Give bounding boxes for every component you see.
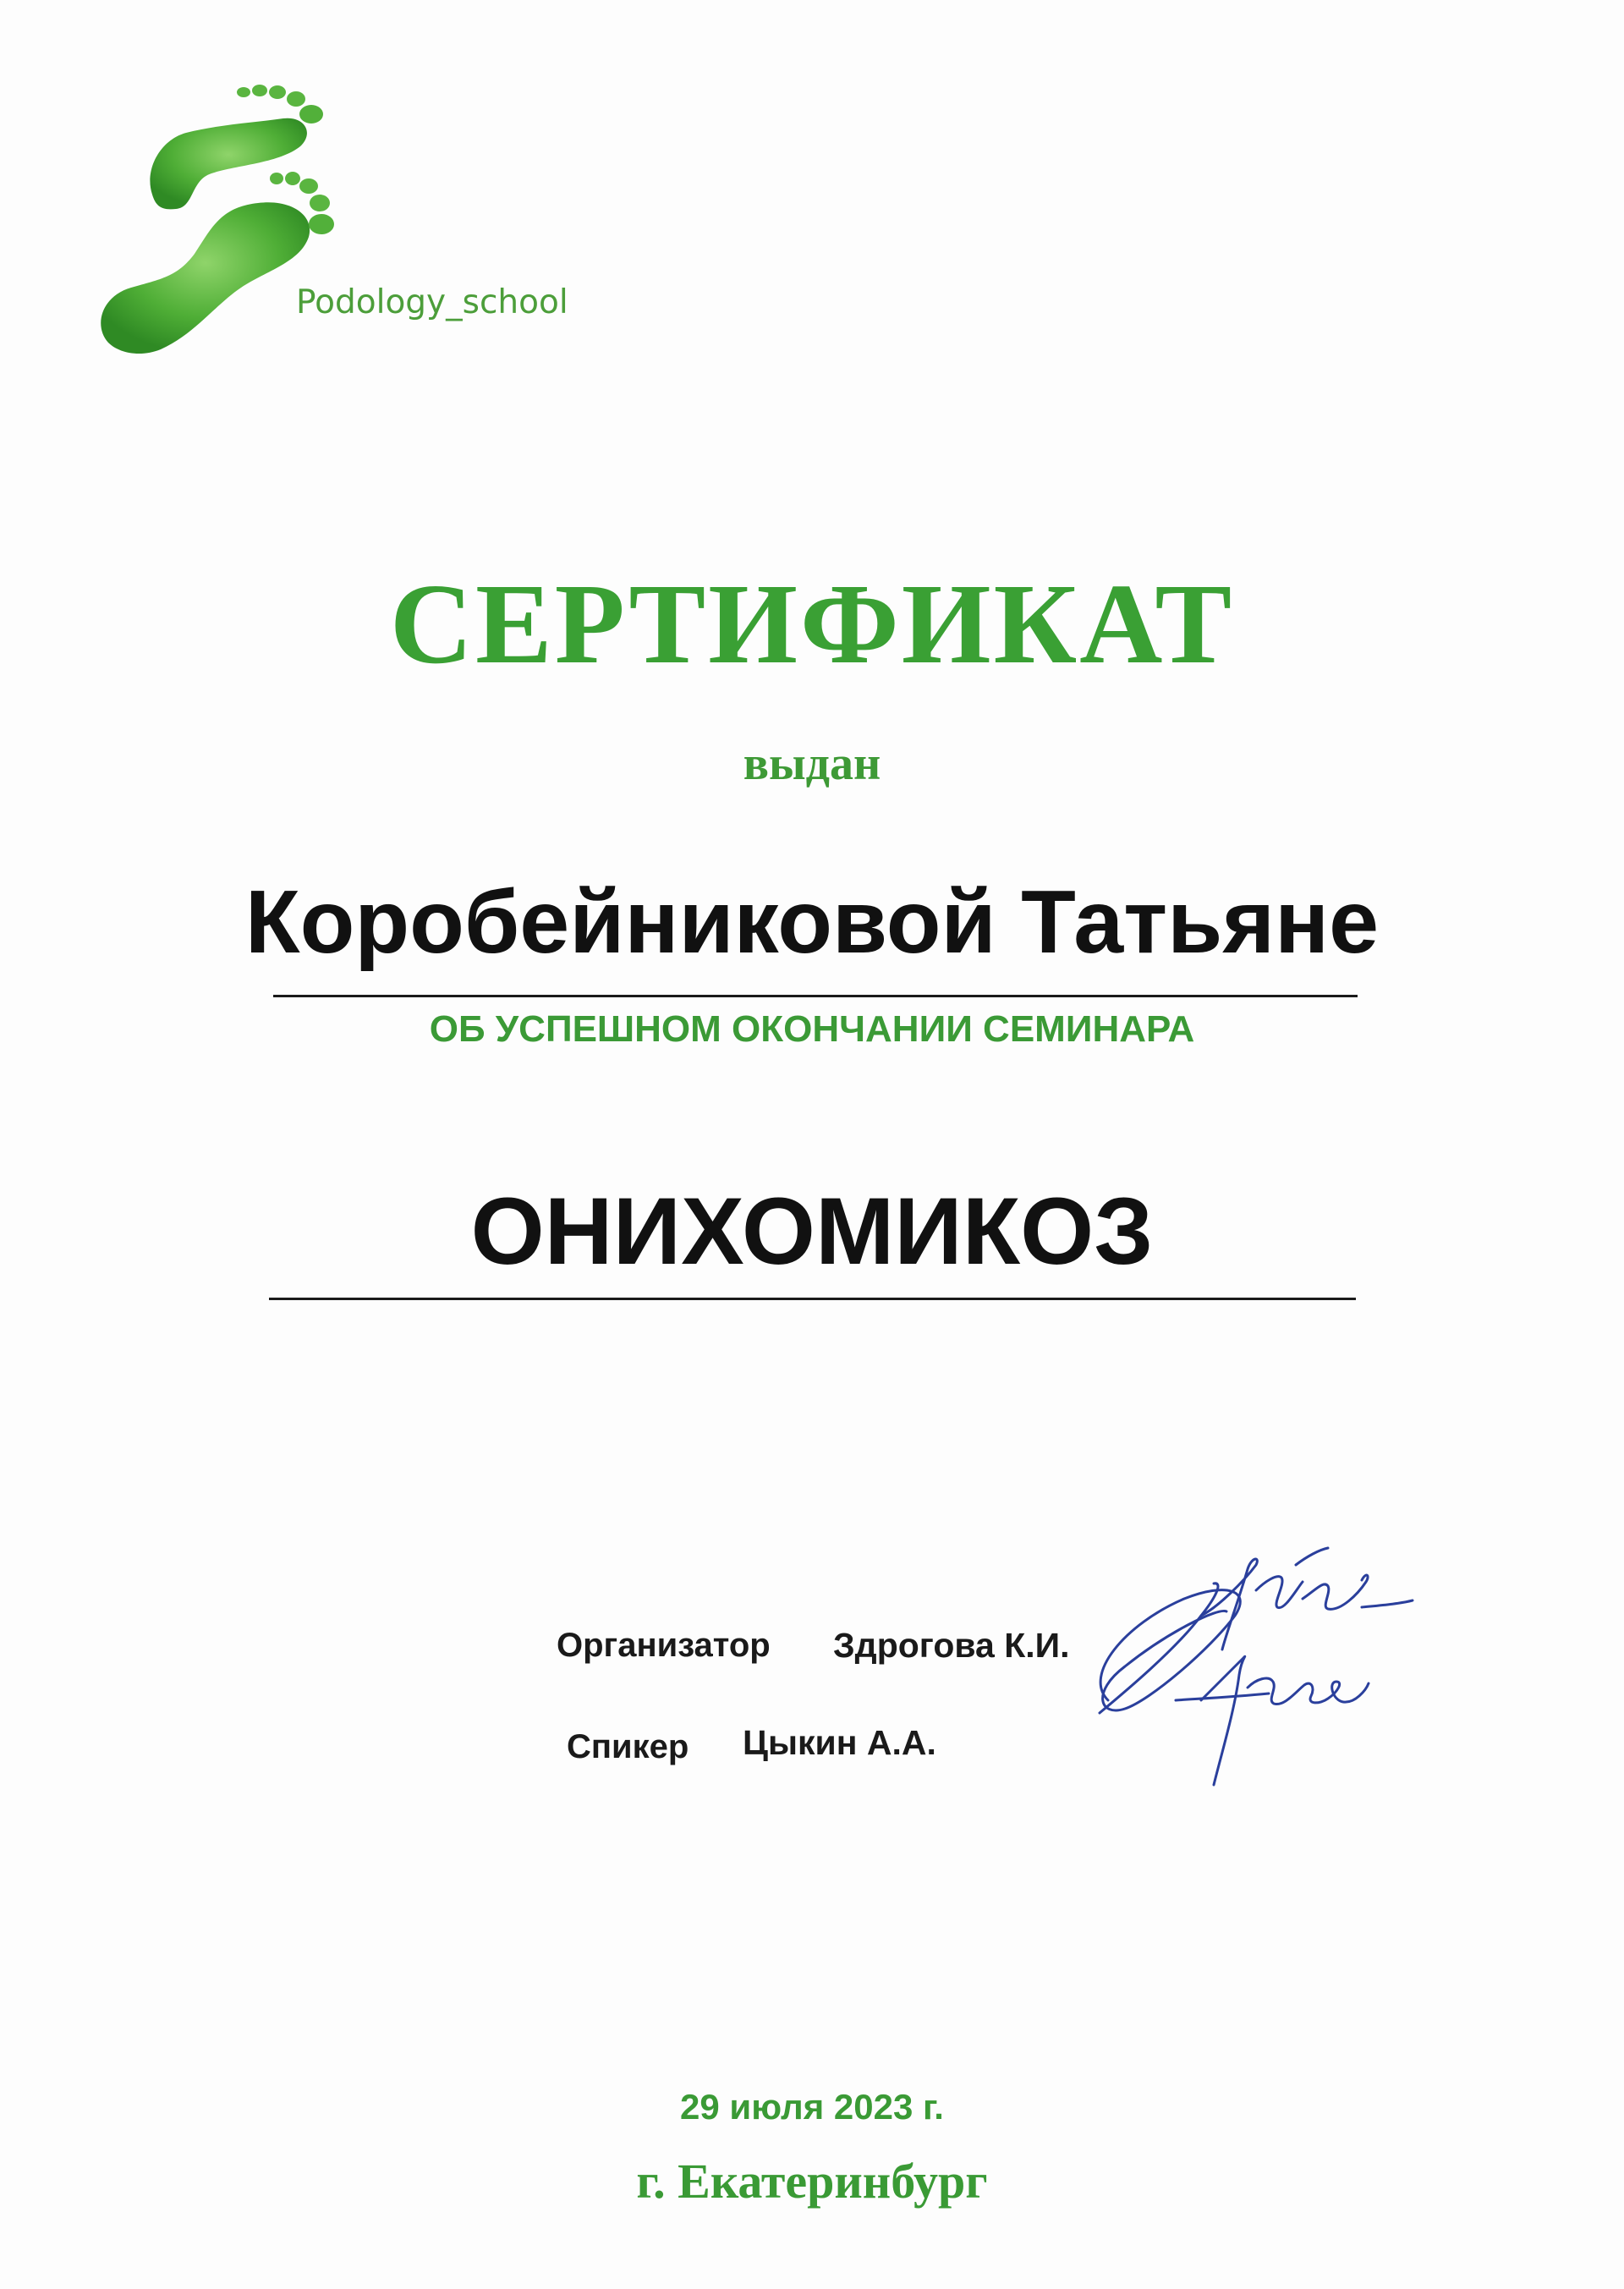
logo xyxy=(93,80,567,376)
issued-label: выдан xyxy=(743,738,881,790)
organizer-name: Здрогова К.И. xyxy=(833,1626,1070,1665)
upper-footprint xyxy=(150,85,323,209)
brand-name: Podology_school xyxy=(296,283,568,321)
issue-city: г. Екатеринбург xyxy=(636,2154,988,2209)
grass-footprints-icon xyxy=(93,80,567,376)
recipient-underline xyxy=(273,995,1358,997)
organizer-label: Организатор xyxy=(557,1627,771,1664)
completion-text: ОБ УСПЕШНОМ ОКОНЧАНИИ СЕМИНАРА xyxy=(429,1008,1195,1050)
handwritten-signature xyxy=(1074,1531,1463,1810)
speaker-name: Цыкин А.А. xyxy=(743,1723,936,1762)
lower-footprint xyxy=(101,172,334,354)
issue-date: 29 июля 2023 г. xyxy=(680,2087,944,2127)
seminar-underline xyxy=(269,1298,1356,1300)
certificate-title: СЕРТИФИКАТ xyxy=(389,561,1235,688)
seminar-title: ОНИХОМИКОЗ xyxy=(470,1178,1154,1284)
speaker-label: Спикер xyxy=(567,1728,689,1765)
recipient-name: Коробейниковой Татьяне xyxy=(244,872,1380,972)
